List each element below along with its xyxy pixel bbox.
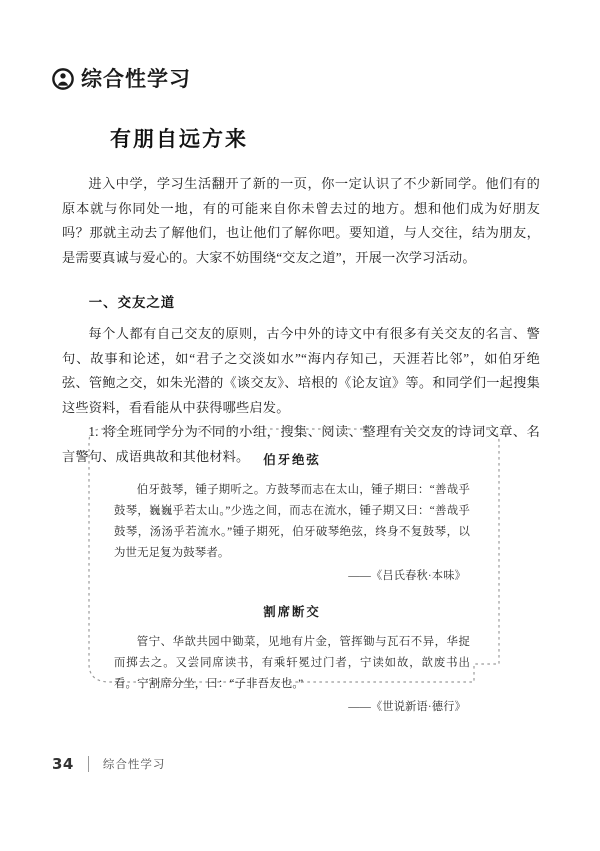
excerpt-title: 割席断交 [263, 605, 321, 619]
intro-paragraph: 进入中学，学习生活翻开了新的一页，你一定认识了不少新同学。他们有的原本就与你同处一地，有的可能来自你未曾去过的地方。想和他们成为好朋友吗？那就主动去了解他们，也让他们了解你吧。要知道，与人交往，结为朋友，是需要真诚与爱心的。大家不妨围绕“交友之道”，开展一次学习活动。 [62, 176, 540, 265]
body-column [62, 172, 540, 469]
excerpt-text: 管宁、华歆共园中锄菜，见地有片金，管挥锄与瓦石不异，华捉而掷去之。又尝同席读书，有乘轩冕过门者，宁读如故，歆废书出看。宁割席分坐，曰：“子非吾友也。” [114, 636, 470, 690]
excerpt-gexi [114, 602, 470, 717]
excerpt-boya [114, 450, 470, 586]
callout-content [88, 428, 500, 713]
footer-divider [88, 756, 89, 772]
page-number: 34 [52, 755, 74, 773]
rubric-label: 综合性学习 [81, 66, 191, 91]
section-paragraph-1: 每个人都有自己交友的原则，古今中外的诗文中有很多有关交友的名言、警句、故事和论述，如“君子之交淡如水”“海内存知己，天涯若比邻”，如伯牙绝弦、管鲍之交，如朱光潜的《谈交友》、培根的《论友谊》等。和同学们一起搜集这些资料，看看能从中获得哪些启发。 [62, 326, 540, 415]
callout-box [88, 428, 500, 713]
excerpt-title: 伯牙绝弦 [263, 453, 321, 467]
page-title: 有朋自远方来 [110, 127, 248, 152]
page-footer [52, 755, 165, 773]
excerpt-source: ——《世说新语·德行》 [348, 701, 466, 713]
person-in-circle-icon [52, 68, 74, 90]
excerpt-source: ——《吕氏春秋·本味》 [348, 570, 466, 582]
excerpt-text: 伯牙鼓琴，锺子期听之。方鼓琴而志在太山，锺子期曰：“善哉乎鼓琴，巍巍乎若太山。”少选之间，而志在流水，锺子期又曰：“善哉乎鼓琴，汤汤乎若流水。”锺子期死，伯牙破琴绝弦，终身不复鼓琴，以为世无足复为鼓琴者。 [114, 484, 470, 559]
footer-running-head: 综合性学习 [102, 759, 166, 771]
rubric [52, 68, 191, 90]
section-paragraph-2: 1. 将全班同学分为不同的小组，搜集、阅读、整理有关交友的诗词文章、名言警句、成语典故和其他材料。 [62, 424, 540, 464]
section-heading: 一、交友之道 [88, 295, 176, 310]
